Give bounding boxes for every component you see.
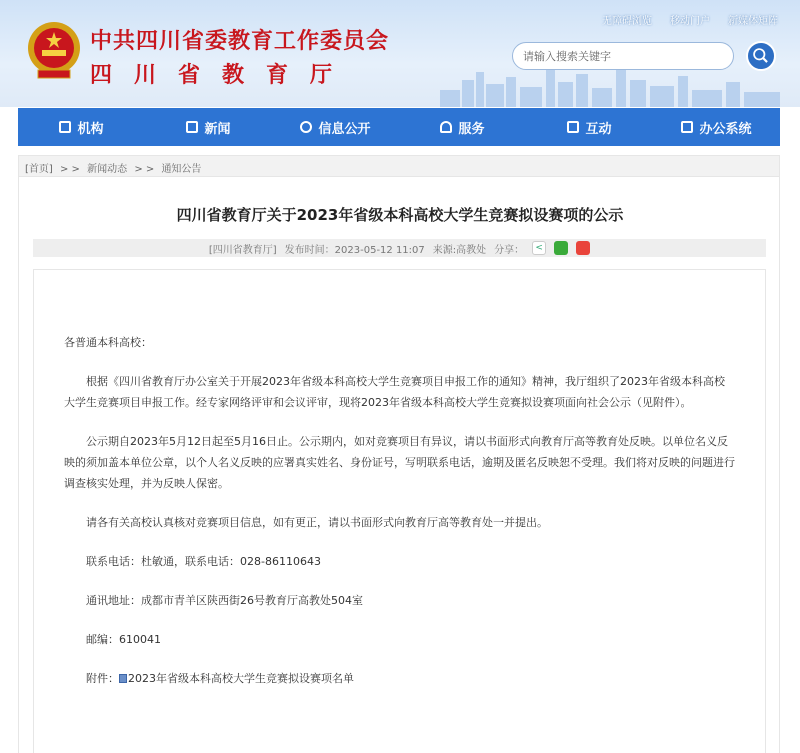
postcode: 邮编：610041 (86, 633, 161, 646)
breadcrumb (18, 155, 780, 177)
paragraph: 公示期自2023年5月12日起至5月16日止。公示期内，如对竞赛项目有异议，请以书面形式向教育厅高等教育处反映。以单位名义反映的须加盖本单位公章，以个人名义反映的应署真实姓名、身份证号，写明联系电话，逾期及匿名反映恕不受理。我们将对反映的问题进行调查核实处理，并为反映人保密。 (64, 435, 735, 490)
nav-item-news[interactable] (145, 108, 272, 146)
mobile-portal-link[interactable]: 移动门户 (670, 16, 710, 27)
attachment-line (64, 668, 735, 689)
site-title-department: 四川省教育厅 (90, 63, 355, 88)
people-icon (300, 121, 312, 133)
breadcrumb-separator: > > (134, 164, 155, 175)
nav-item-services[interactable] (399, 108, 526, 146)
breadcrumb-home-link[interactable]: [首页] (25, 164, 53, 175)
breadcrumb-notices-link[interactable]: 通知公告 (161, 164, 202, 175)
nav-item-info-disclosure[interactable] (272, 108, 399, 146)
nav-item-label: 新闻 (204, 121, 231, 137)
news-icon (186, 121, 198, 133)
breadcrumb-separator: > > (60, 164, 80, 175)
document-icon (119, 674, 127, 683)
share-icon[interactable]: < (532, 241, 546, 255)
breadcrumb-news-link[interactable]: 新闻动态 (87, 164, 128, 175)
nav-item-label: 服务 (458, 121, 485, 137)
handshake-icon (440, 121, 452, 133)
nav-item-label: 信息公开 (318, 121, 371, 137)
nav-item-interaction[interactable] (526, 108, 653, 146)
wechat-icon[interactable] (554, 241, 568, 255)
source-tag: [四川省教育厅] (208, 244, 277, 256)
share-label: 分享： (494, 244, 525, 256)
salutation: 各普通本科高校： (64, 336, 152, 349)
site-title-party-committee: 中共四川省委教育工作委员会 (90, 29, 390, 54)
contact-info: 联系电话：杜敏通，联系电话：028-86110643 (86, 555, 321, 568)
main-nav (18, 108, 780, 146)
article-title: 四川省教育厅关于2023年省级本科高校大学生竞赛拟设赛项的公示 (176, 206, 624, 224)
accessibility-link[interactable]: 无障碍浏览 (602, 16, 652, 27)
article-origin: 来源:高教处 (432, 244, 487, 256)
top-links (602, 12, 778, 27)
publish-time: 发布时间：2023-05-12 11:07 (284, 244, 425, 256)
search-icon[interactable] (746, 41, 776, 71)
nav-item-label: 互动 (585, 121, 612, 137)
paragraph: 根据《四川省教育厅办公室关于开展2023年省级本科高校大学生竞赛项目申报工作的通知》精神，我厅组织了2023年省级本科高校大学生竞赛项目申报工作。经专家网络评审和会议评审，现将2023年省级本科高校大学生竞赛拟设赛项面向社会公示（见附件）。 (64, 375, 725, 409)
attachment-link[interactable]: 2023年省级本科高校大学生竞赛拟设赛项名单 (128, 672, 354, 685)
chat-icon (567, 121, 579, 133)
national-emblem-logo (24, 20, 84, 82)
nav-item-institutions[interactable] (18, 108, 145, 146)
site-header (0, 0, 800, 107)
nav-item-office-system[interactable] (653, 108, 780, 146)
printer-icon (681, 121, 693, 133)
article-body (33, 269, 766, 753)
building-icon (59, 121, 71, 133)
mailing-address: 通讯地址：成都市青羊区陕西街26号教育厅高教处504室 (86, 594, 363, 607)
new-media-link[interactable]: 新媒体矩阵 (728, 16, 778, 27)
nav-item-label: 机构 (77, 121, 104, 137)
paragraph: 请各有关高校认真核对竞赛项目信息，如有更正，请以书面形式向教育厅高等教育处一并提出。 (86, 516, 548, 529)
weibo-icon[interactable] (576, 241, 590, 255)
attachment-label: 附件： (86, 672, 119, 685)
search-input[interactable]: 请输入搜索关键字 (512, 42, 734, 70)
nav-item-label: 办公系统 (699, 121, 752, 137)
article-meta (33, 239, 766, 257)
article-container (18, 177, 780, 753)
